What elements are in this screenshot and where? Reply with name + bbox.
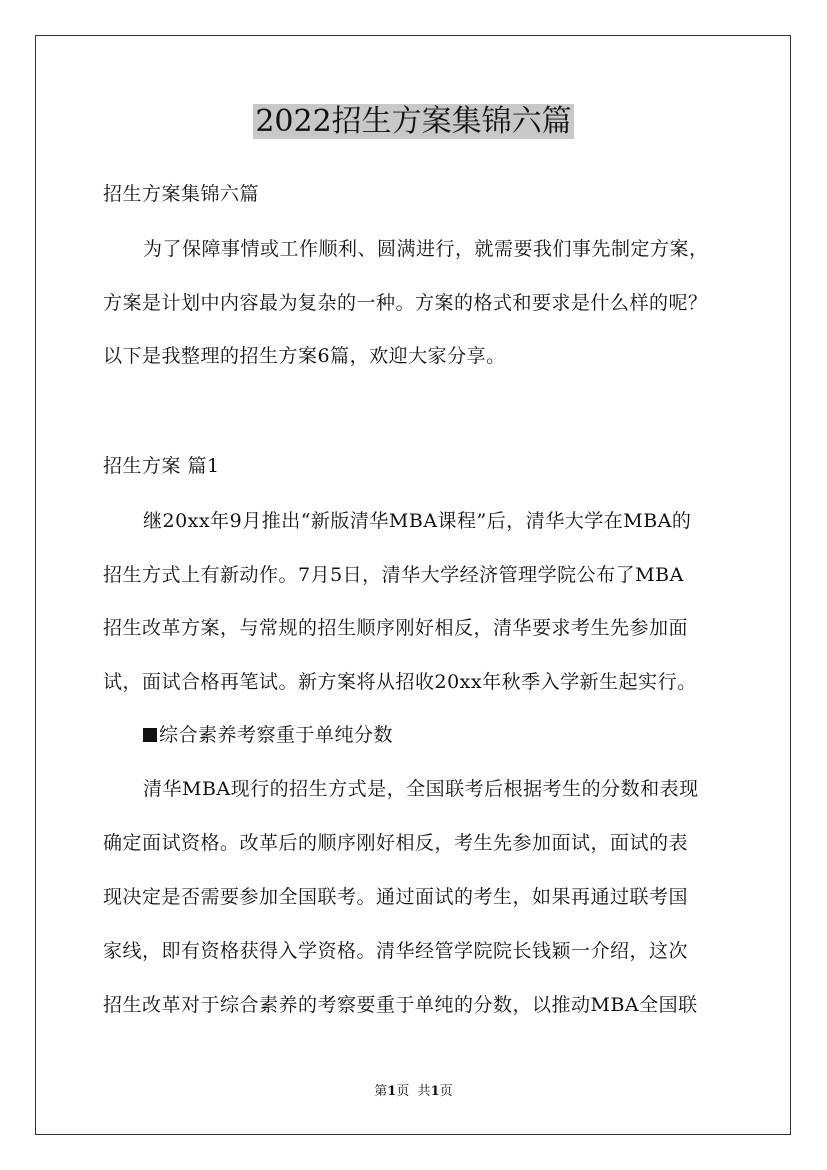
footer-total-label: 共 <box>417 1084 431 1099</box>
document-title <box>0 100 827 144</box>
para1-line-3: 招生改革方案，与常规的招生顺序刚好相反，清华要求考生先参加面 <box>103 617 689 639</box>
bullet-heading-text: 综合素养考察重于单纯分数 <box>159 724 394 746</box>
footer-total-suffix: 页 <box>439 1084 453 1099</box>
para2-line-3: 现决定是否需要参加全国联考。通过面试的考生，如果再通过联考国 <box>103 886 689 908</box>
footer-page-suffix: 页 <box>396 1084 410 1099</box>
document-subtitle: 招生方案集锦六篇 <box>103 183 260 205</box>
footer-page-current: 1 <box>387 1084 397 1099</box>
bullet-heading <box>143 722 783 748</box>
para2-line-4: 家线，即有资格获得入学资格。清华经管学院院长钱颖一介绍，这次 <box>103 940 689 962</box>
document-title-highlight: 2022招生方案集锦六篇 <box>255 104 572 139</box>
page-footer <box>0 1083 827 1101</box>
footer-page-label: 第 <box>374 1084 388 1099</box>
para2-line-1: 清华MBA现行的招生方式是，全国联考后根据考生的分数和表现 <box>143 778 699 800</box>
intro-line-3: 以下是我整理的招生方案6篇，欢迎大家分享。 <box>103 345 506 367</box>
section-heading: 招生方案 篇1 <box>103 455 220 477</box>
para1-line-2: 招生方式上有新动作。7月5日，清华大学经济管理学院公布了MBA <box>103 564 684 586</box>
para1-line-4: 试，面试合格再笔试。新方案将从招收20xx年秋季入学新生起实行。 <box>103 671 697 693</box>
intro-line-2: 方案是计划中内容最为复杂的一种。方案的格式和要求是什么样的呢？ <box>103 292 708 314</box>
square-bullet-icon <box>143 728 157 742</box>
intro-line-1: 为了保障事情或工作顺利、圆满进行，就需要我们事先制定方案， <box>143 238 709 260</box>
para1-line-1: 继20xx年9月推出“新版清华MBA课程”后，清华大学在MBA的 <box>143 510 692 532</box>
para2-line-5: 招生改革对于综合素养的考察要重于单纯的分数，以推动MBA全国联 <box>103 994 698 1016</box>
footer-page-total: 1 <box>430 1084 440 1099</box>
para2-line-2: 确定面试资格。改革后的顺序刚好相反，考生先参加面试，面试的表 <box>103 832 689 854</box>
